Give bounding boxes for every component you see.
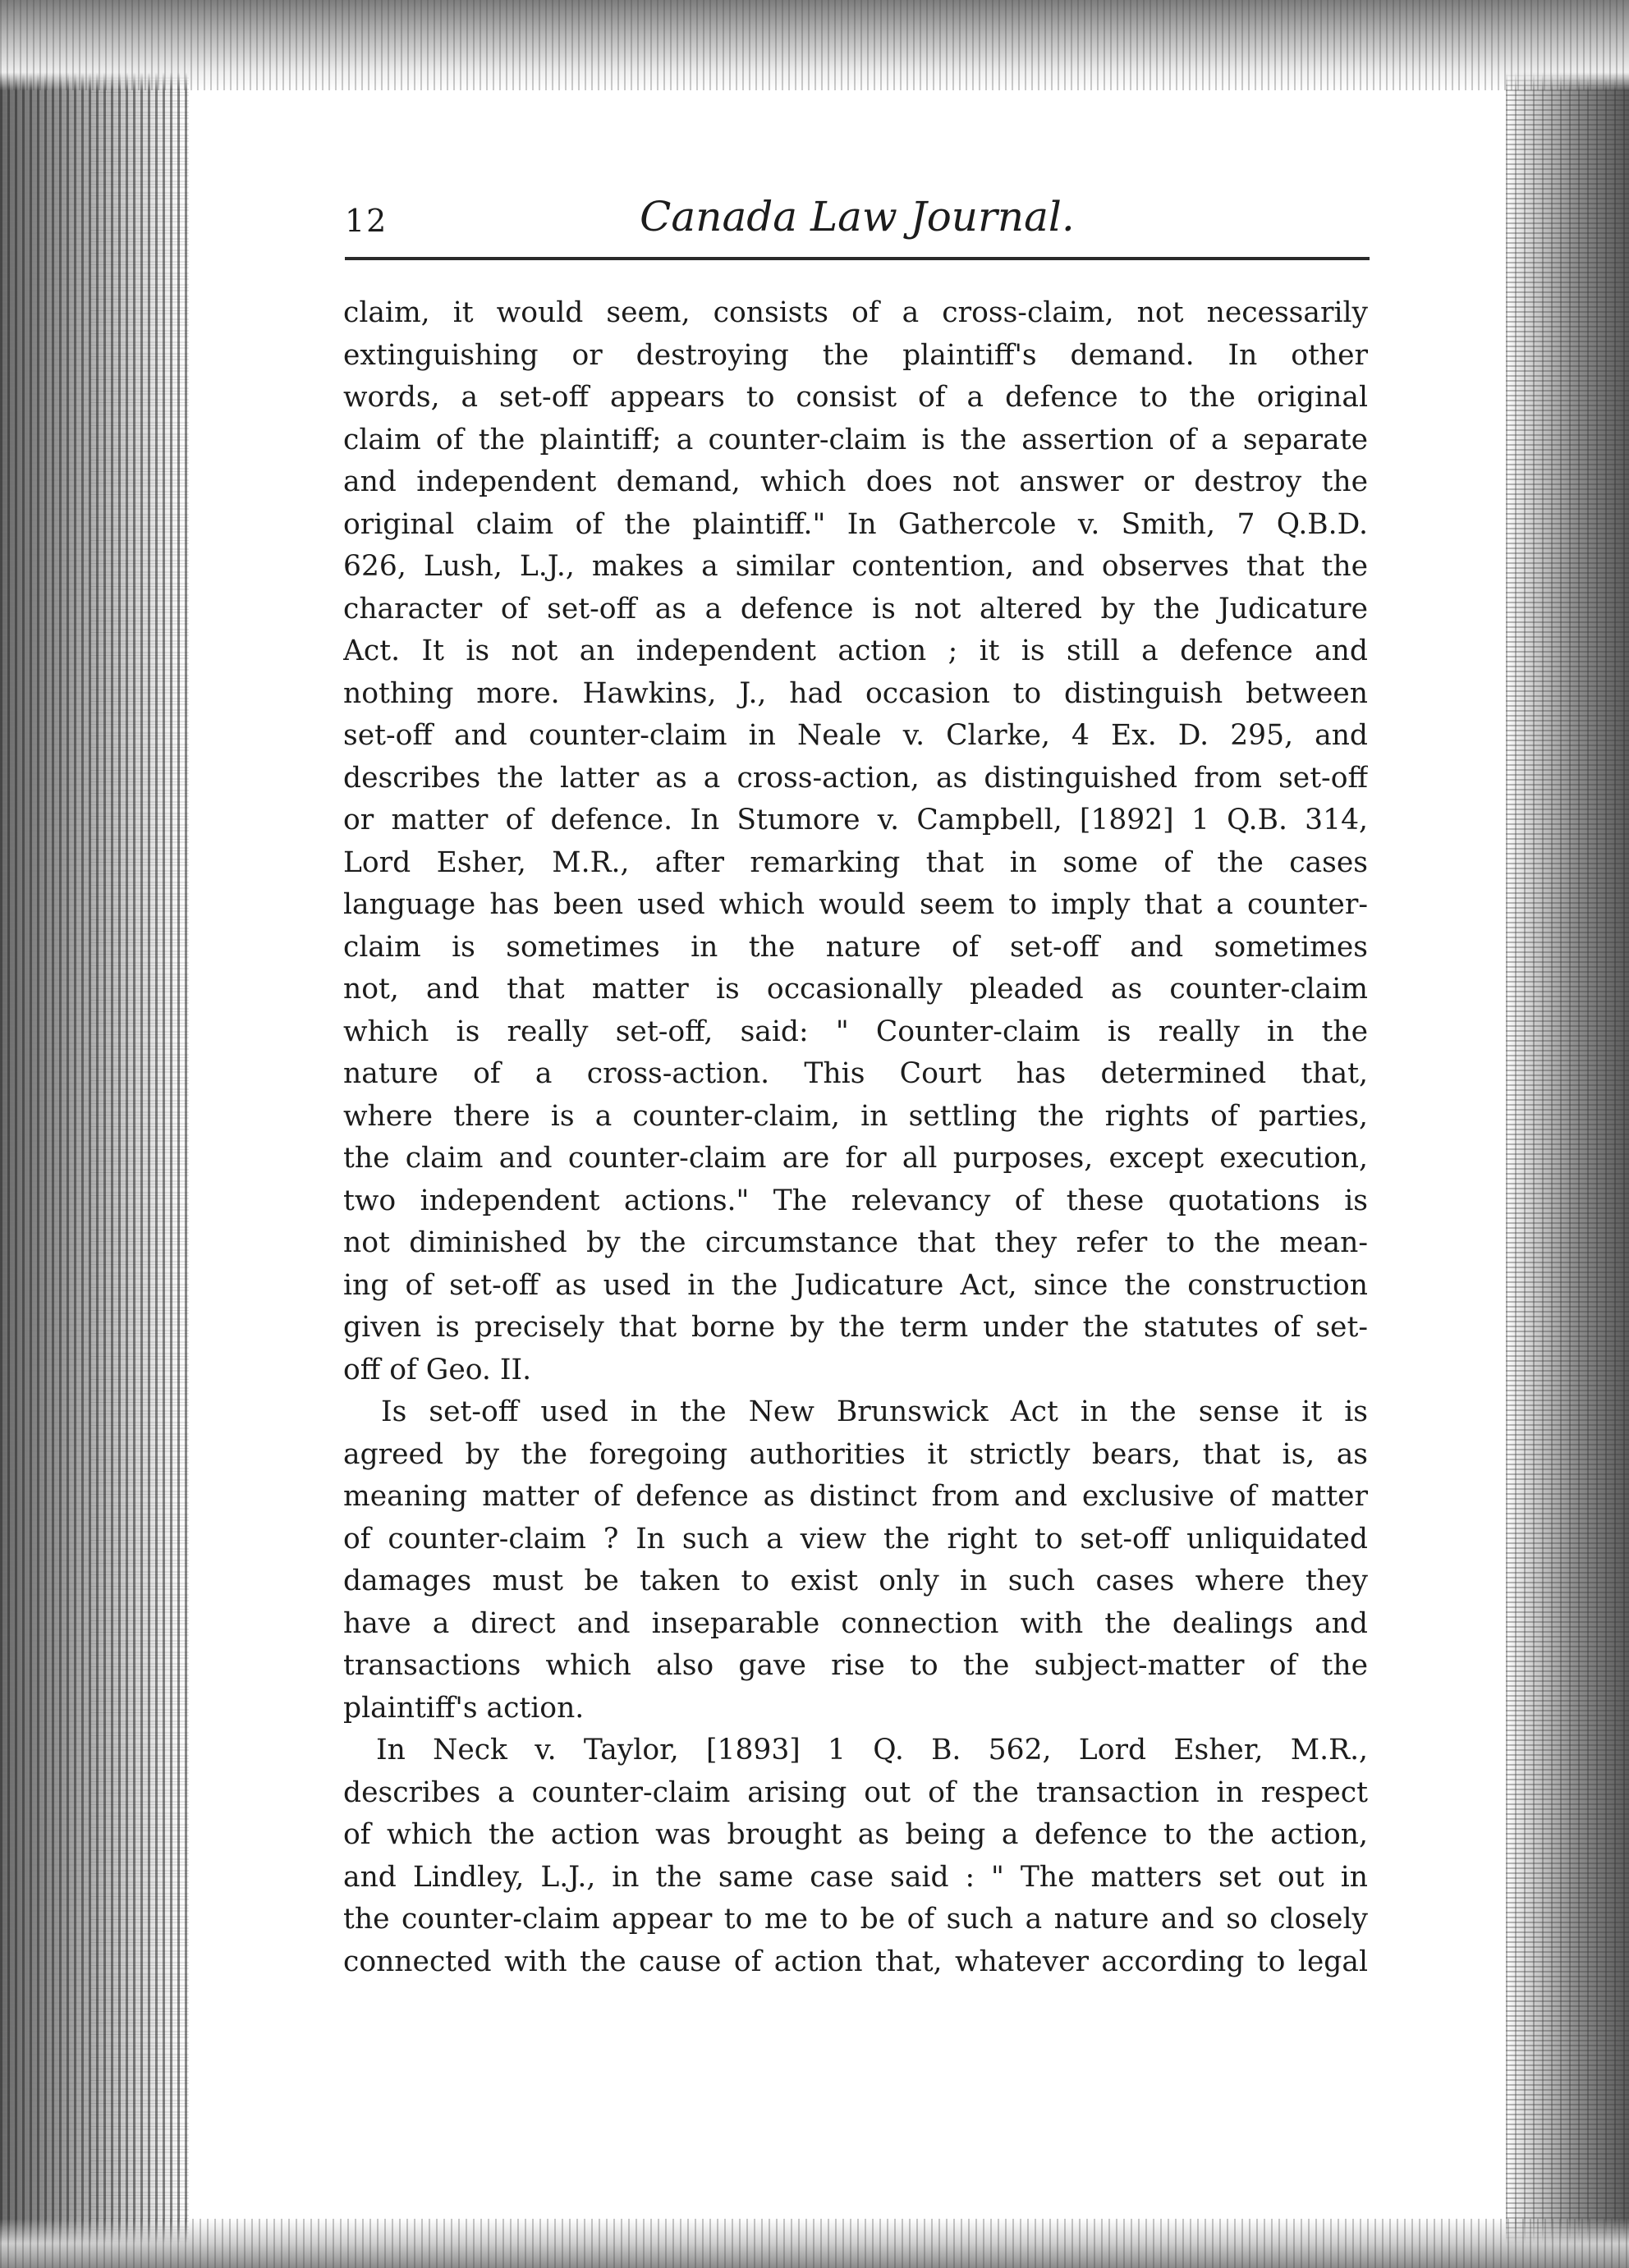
- body-line: of which the action was brought as being a defence to the action,: [343, 1818, 1368, 1851]
- body-line: words, a set-off appears to consist of a defence to the original: [343, 381, 1368, 414]
- body-line: In Neck v. Taylor, [1893] 1 Q. B. 562, Lord Esher, M.R.,: [376, 1734, 1368, 1766]
- body-line: the claim and counter-claim are for all purposes, except execution,: [343, 1142, 1368, 1175]
- journal-title: Canada Law Journal.: [640, 193, 1075, 241]
- body-line: extinguishing or destroying the plaintiff's demand. In other: [343, 338, 1368, 372]
- scan-top-edge: [0, 0, 1629, 90]
- body-line: off of Geo. II.: [343, 1353, 532, 1386]
- body-line: the counter-claim appear to me to be of such a nature and so closely: [343, 1903, 1368, 1936]
- body-line: claim is sometimes in the nature of set-off and sometimes: [343, 930, 1368, 964]
- body-line: two independent actions." The relevancy of these quotations is: [343, 1184, 1368, 1217]
- body-line: set-off and counter-claim in Neale v. Clarke, 4 Ex. D. 295, and: [343, 719, 1368, 752]
- body-line: which is really set-off, said: " Counter-claim is really in the: [343, 1015, 1368, 1048]
- body-line: not diminished by the circumstance that they refer to the mean-: [343, 1226, 1368, 1259]
- page-number: 12: [345, 203, 388, 239]
- scan-left-edge: [0, 0, 189, 2268]
- body-line: given is precisely that borne by the term under the statutes of set-: [343, 1311, 1368, 1344]
- scan-bottom-edge: [0, 2219, 1629, 2268]
- body-line: nature of a cross-action. This Court has determined that,: [343, 1057, 1368, 1090]
- body-line: describes a counter-claim arising out of the transaction in respect: [343, 1775, 1368, 1809]
- body-line: Act. It is not an independent action ; it is still a defence and: [343, 635, 1368, 667]
- body-line: where there is a counter-claim, in settling the rights of parties,: [343, 1099, 1368, 1133]
- body-line: Is set-off used in the New Brunswick Act in the sense it is: [381, 1395, 1368, 1428]
- body-line: claim of the plaintiff; a counter-claim is the assertion of a separate: [343, 423, 1368, 456]
- body-line: plaintiff's action.: [343, 1691, 585, 1725]
- article-body: [343, 292, 1368, 1983]
- body-line: and Lindley, L.J., in the same case said : " The matters set out in: [343, 1860, 1368, 1894]
- body-line: agreed by the foregoing authorities it strictly bears, that is, as: [343, 1437, 1368, 1471]
- header-rule: [345, 257, 1370, 260]
- body-line: 626, Lush, L.J., makes a similar contention, and observes that the: [343, 550, 1368, 583]
- body-line: of counter-claim ? In such a view the right to set-off unliquidated: [343, 1522, 1368, 1556]
- scan-right-edge: [1506, 0, 1629, 2268]
- body-line: ing of set-off as used in the Judicature Act, since the construction: [343, 1268, 1368, 1302]
- body-line: claim, it would seem, consists of a cross-claim, not necessarily: [343, 296, 1368, 329]
- body-line: connected with the cause of action that, whatever according to legal: [343, 1945, 1368, 1978]
- body-line: or matter of defence. In Stumore v. Campbell, [1892] 1 Q.B. 314,: [343, 804, 1368, 836]
- body-line: damages must be taken to exist only in such cases where they: [343, 1565, 1368, 1597]
- body-line: not, and that matter is occasionally pleaded as counter-claim: [343, 973, 1368, 1006]
- body-line: transactions which also gave rise to the subject-matter of the: [343, 1649, 1368, 1682]
- body-line: character of set-off as a defence is not altered by the Judicature: [343, 592, 1368, 625]
- body-line: describes the latter as a cross-action, as distinguished from set-off: [343, 761, 1368, 795]
- body-line: meaning matter of defence as distinct from and exclusive of matter: [343, 1480, 1368, 1513]
- body-line: original claim of the plaintiff." In Gathercole v. Smith, 7 Q.B.D.: [343, 507, 1368, 541]
- body-line: have a direct and inseparable connection with the dealings and: [343, 1606, 1368, 1640]
- body-line: nothing more. Hawkins, J., had occasion to distinguish between: [343, 676, 1368, 710]
- body-line: language has been used which would seem to imply that a counter-: [343, 888, 1368, 921]
- body-line: Lord Esher, M.R., after remarking that in some of the cases: [343, 845, 1368, 879]
- running-header: [345, 193, 1370, 259]
- body-line: and independent demand, which does not answer or destroy the: [343, 465, 1368, 498]
